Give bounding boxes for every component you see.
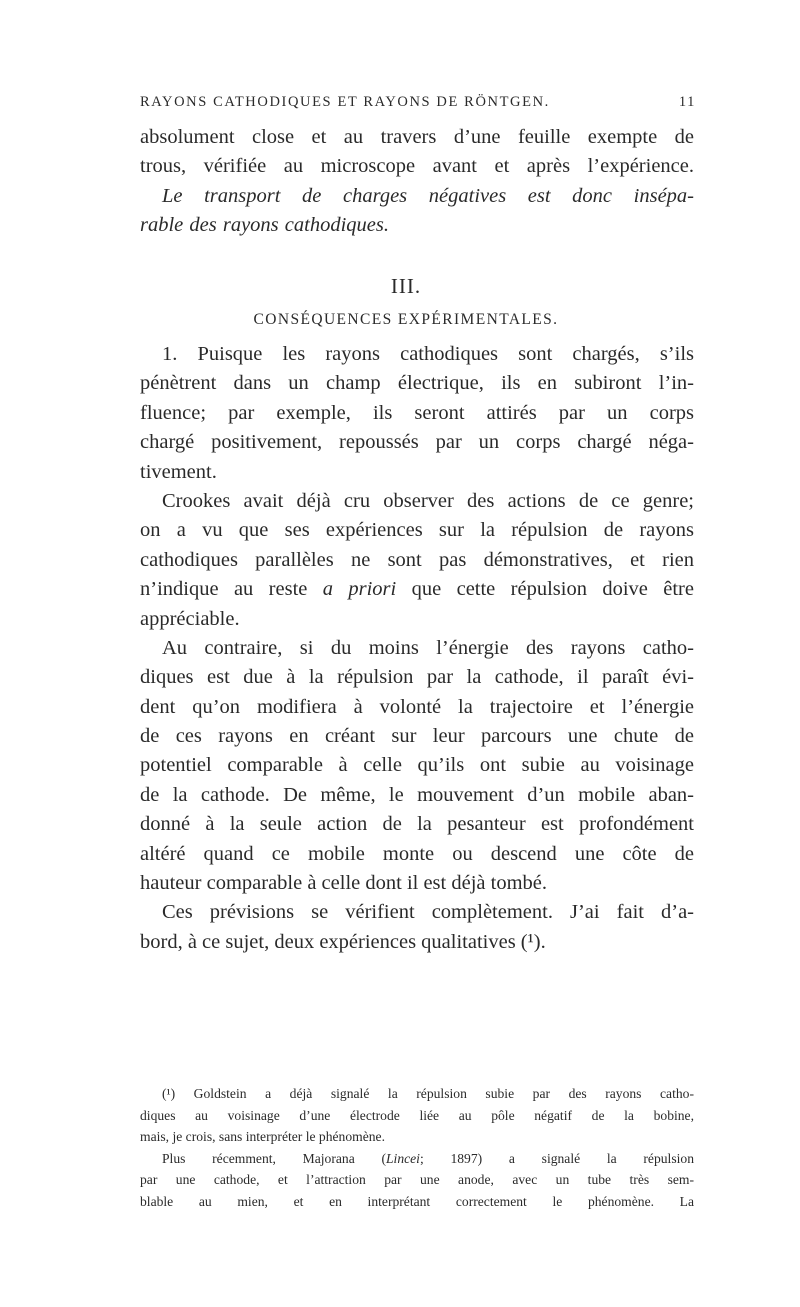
page-number: 11 <box>678 94 696 110</box>
text-line: absolument close et au travers d’une feuille exempte de <box>140 126 694 148</box>
running-head-title: RAYONS CATHODIQUES ET RAYONS DE RÖNTGEN. <box>140 94 550 110</box>
text-line: donné à la seule action de la pesanteur est profondément <box>140 813 694 836</box>
text-line: diques est due à la répulsion par la cathode, il paraît évi- <box>140 666 694 689</box>
text-line: fluence; par exemple, ils seront attirés par un corps <box>140 401 694 424</box>
text-segment: Plus récemment, Majorana ( <box>162 1150 386 1166</box>
text-line: on a vu que ses expériences sur la répulsion de rayons <box>140 519 694 542</box>
footnotes <box>140 1083 694 1212</box>
text-line: tivement. <box>140 460 217 483</box>
italic-conclusion: Le transport de charges négatives est donc insépa- <box>162 184 694 207</box>
text-line: Ces prévisions se vérifient complètement. J’ai fait d’a- <box>162 901 694 924</box>
text-line: potentiel comparable à celle qu’ils ont subie au voisinage <box>140 754 694 777</box>
footnote-line: mais, je crois, sans interpréter le phénomène. <box>140 1129 385 1144</box>
section-title: CONSÉQUENCES EXPÉRIMENTALES. <box>253 311 559 328</box>
footnote-line: (¹) Goldstein a déjà signalé la répulsion subie par des rayons catho- <box>162 1086 694 1101</box>
text-line <box>140 575 694 604</box>
text-line: Crookes avait déjà cru observer des actions de ce genre; <box>162 489 694 512</box>
text-line: 1. Puisque les rayons cathodiques sont chargés, s’ils <box>162 343 694 365</box>
text-line: de la cathode. De même, le mouvement d’un mobile aban- <box>140 783 694 806</box>
intro-text <box>140 123 694 241</box>
italic-lincei: Lincei <box>385 1150 420 1166</box>
text-line: cathodiques parallèles ne sont pas démonstratives, et rien <box>140 548 694 571</box>
text-line: bord, à ce sujet, deux expériences qualitatives (¹). <box>140 930 546 953</box>
footnote-line: blable au mien, et en interprétant correctement le phénomène. La <box>140 1193 694 1209</box>
text-segment: n’indique au reste <box>140 578 323 601</box>
text-line: hauteur comparable à celle dont il est déjà tombé. <box>140 872 547 895</box>
text-line: altéré quand ce mobile monte ou descend une côte de <box>140 842 694 865</box>
section-body <box>140 340 694 957</box>
footnote-line: diques au voisinage d’une électrode liée au pôle négatif de la bobine, <box>140 1107 694 1123</box>
text-line: dent qu’on modifiera à volonté la trajectoire et l’énergie <box>140 695 694 718</box>
footnote-line <box>140 1148 694 1170</box>
text-segment: ; 1897) a signalé la répulsion <box>419 1150 694 1166</box>
text-line: de ces rayons en créant sur leur parcours une chute de <box>140 725 694 748</box>
text-line <box>140 182 694 211</box>
text-segment: que cette répulsion doive être <box>396 578 694 601</box>
section-number: III. <box>390 274 422 298</box>
text-line: trous, vérifiée au microscope avant et après l’expérience. <box>140 155 694 178</box>
italic-a-priori: a priori <box>322 578 397 601</box>
text-line: Au contraire, si du moins l’énergie des rayons catho- <box>162 636 694 659</box>
text-line <box>140 211 694 240</box>
text-line: appréciable. <box>140 607 240 630</box>
footnote-line: par une cathode, et l’attraction par une anode, avec un tube très sem- <box>140 1172 694 1187</box>
text-line: chargé positivement, repoussés par un corps chargé néga- <box>140 431 694 454</box>
italic-conclusion: rable des rayons cathodiques. <box>140 214 389 237</box>
text-line: pénètrent dans un champ électrique, ils en subiront l’in- <box>140 372 694 395</box>
